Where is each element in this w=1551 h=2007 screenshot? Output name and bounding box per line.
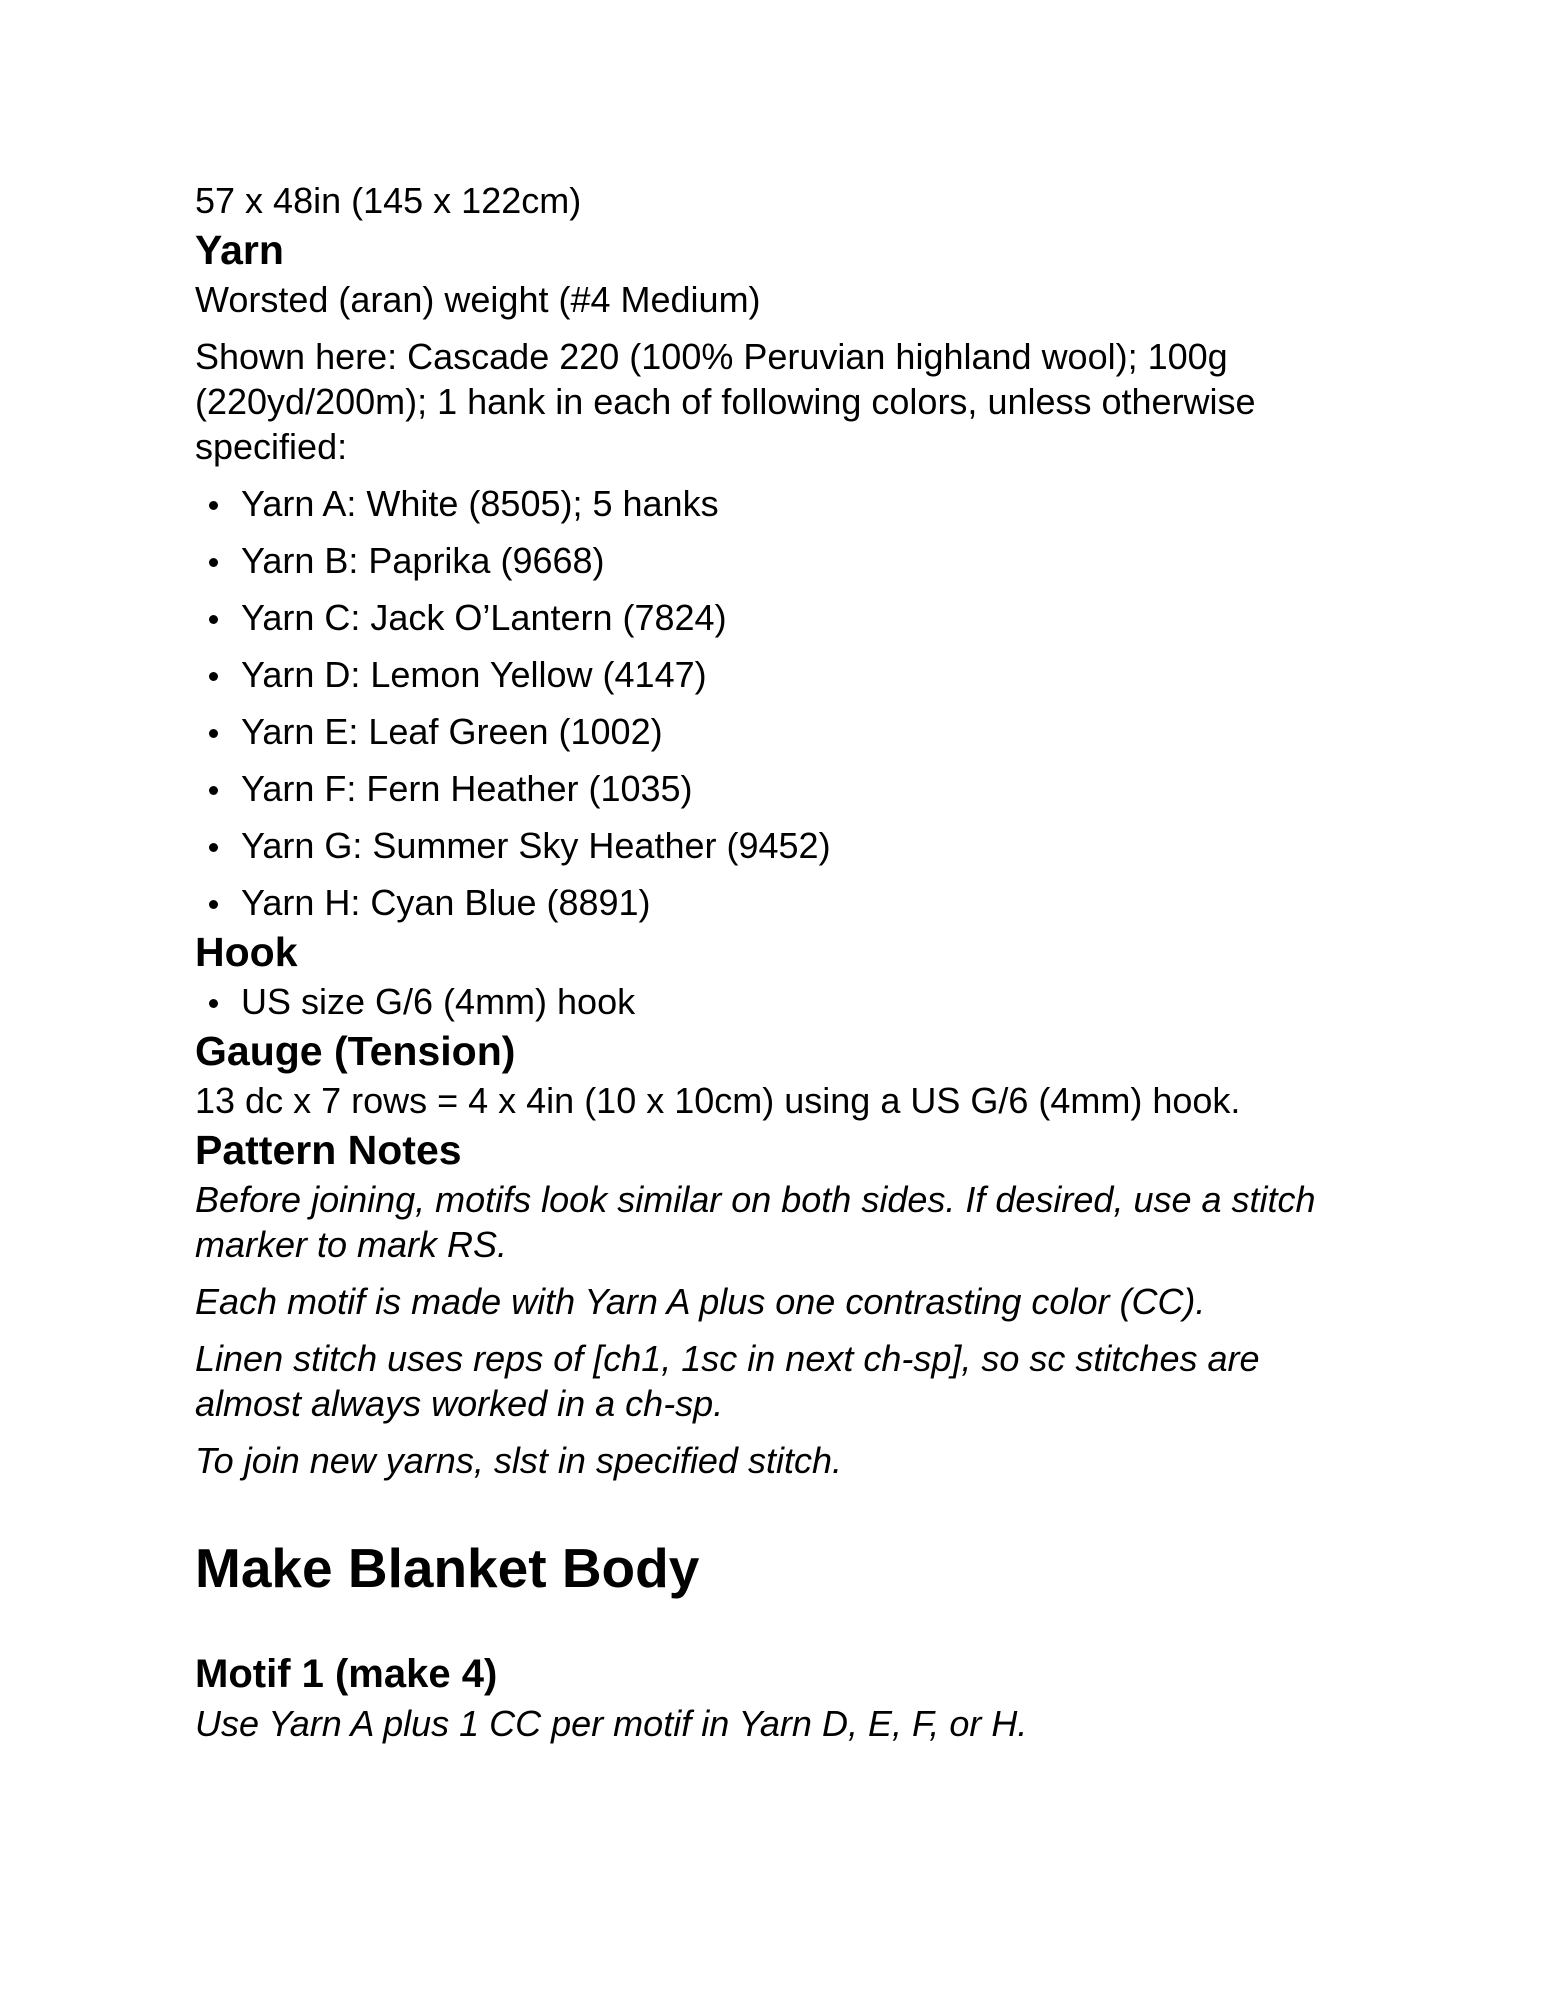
yarn-item: Yarn H: Cyan Blue (8891) (195, 880, 1355, 925)
yarn-item: Yarn E: Leaf Green (1002) (195, 709, 1355, 754)
yarn-item: Yarn D: Lemon Yellow (4147) (195, 652, 1355, 697)
yarn-shown-here: Shown here: Cascade 220 (100% Peruvian highland wool); 100g (220yd/200m); 1 hank in each of following colors, unless otherwise specified: (195, 336, 1256, 467)
gauge-text: 13 dc x 7 rows = 4 x 4in (10 x 10cm) using a US G/6 (4mm) hook. (195, 1080, 1241, 1121)
bullet-icon (209, 615, 218, 624)
section-title: Make Blanket Body (195, 1537, 700, 1599)
pattern-note: To join new yarns, slst in specified stitch. (195, 1440, 842, 1481)
motif1-text: Use Yarn A plus 1 CC per motif in Yarn D, E, F, or H. (195, 1703, 1028, 1744)
bullet-icon (209, 843, 218, 852)
finished-size: 57 x 48in (145 x 122cm) (195, 180, 582, 221)
pattern-notes-heading: Pattern Notes (195, 1127, 462, 1173)
yarn-item: Yarn G: Summer Sky Heather (9452) (195, 823, 1355, 868)
bullet-icon (209, 786, 218, 795)
pattern-note: Before joining, motifs look similar on both sides. If desired, use a stitch marker to mark RS. (195, 1179, 1316, 1265)
yarn-heading: Yarn (195, 227, 284, 273)
bullet-icon (209, 999, 218, 1008)
document-page (195, 178, 1355, 1746)
hook-item: US size G/6 (4mm) hook (195, 979, 1355, 1024)
bullet-icon (209, 501, 218, 510)
yarn-list (195, 481, 1355, 925)
bullet-icon (209, 672, 218, 681)
yarn-item: Yarn A: White (8505); 5 hanks (195, 481, 1355, 526)
yarn-weight: Worsted (aran) weight (#4 Medium) (195, 279, 761, 320)
gauge-heading: Gauge (Tension) (195, 1028, 516, 1074)
bullet-icon (209, 558, 218, 567)
bullet-icon (209, 900, 218, 909)
hook-list (195, 979, 1355, 1024)
pattern-note: Each motif is made with Yarn A plus one contrasting color (CC). (195, 1281, 1206, 1322)
bullet-icon (209, 729, 218, 738)
hook-heading: Hook (195, 929, 298, 975)
motif1-heading: Motif 1 (make 4) (195, 1652, 498, 1696)
yarn-item: Yarn F: Fern Heather (1035) (195, 766, 1355, 811)
yarn-item: Yarn B: Paprika (9668) (195, 538, 1355, 583)
yarn-item: Yarn C: Jack O’Lantern (7824) (195, 595, 1355, 640)
pattern-note: Linen stitch uses reps of [ch1, 1sc in next ch-sp], so sc stitches are almost always worked in a ch-sp. (195, 1338, 1260, 1424)
